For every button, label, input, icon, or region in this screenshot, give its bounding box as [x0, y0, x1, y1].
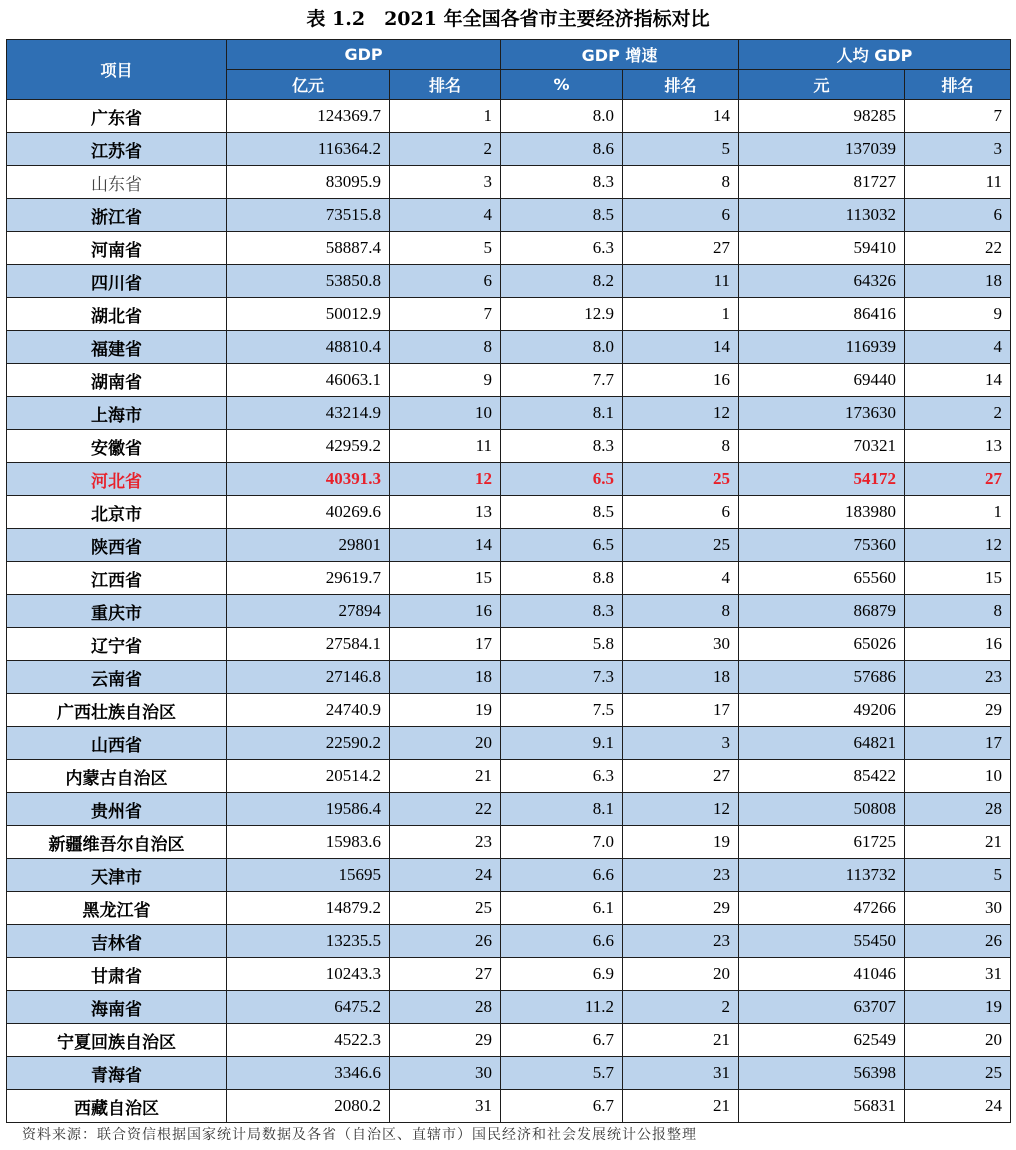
- province-name: 吉林省: [7, 925, 227, 958]
- province-name: 海南省: [7, 991, 227, 1024]
- gdp-value: 22590.2: [227, 727, 390, 760]
- province-name: 新疆维吾尔自治区: [7, 826, 227, 859]
- gdp-growth-value: 8.0: [501, 100, 623, 133]
- table-row: [7, 331, 1011, 364]
- gdp-growth-value: 8.2: [501, 265, 623, 298]
- province-name: 江西省: [7, 562, 227, 595]
- per-capita-gdp-rank: 14: [905, 364, 1011, 397]
- table-row: [7, 760, 1011, 793]
- table-row: [7, 529, 1011, 562]
- per-capita-gdp-rank: 16: [905, 628, 1011, 661]
- gdp-growth-rank: 12: [623, 793, 739, 826]
- province-name: 浙江省: [7, 199, 227, 232]
- gdp-value: 20514.2: [227, 760, 390, 793]
- per-capita-gdp-rank: 4: [905, 331, 1011, 364]
- header-gdp-rank: 排名: [390, 70, 501, 100]
- per-capita-gdp-rank: 24: [905, 1090, 1011, 1123]
- table-row: [7, 1024, 1011, 1057]
- header-gdp-unit: 亿元: [227, 70, 390, 100]
- gdp-growth-value: 5.8: [501, 628, 623, 661]
- per-capita-gdp-rank: 12: [905, 529, 1011, 562]
- gdp-rank: 23: [390, 826, 501, 859]
- per-capita-gdp-rank: 17: [905, 727, 1011, 760]
- province-name: 安徽省: [7, 430, 227, 463]
- per-capita-gdp-value: 86416: [739, 298, 905, 331]
- gdp-rank: 5: [390, 232, 501, 265]
- gdp-growth-value: 6.7: [501, 1090, 623, 1123]
- per-capita-gdp-rank: 2: [905, 397, 1011, 430]
- per-capita-gdp-rank: 20: [905, 1024, 1011, 1057]
- header-item: 项目: [7, 40, 227, 100]
- gdp-growth-rank: 25: [623, 529, 739, 562]
- table-row: [7, 727, 1011, 760]
- gdp-growth-value: 6.9: [501, 958, 623, 991]
- gdp-value: 83095.9: [227, 166, 390, 199]
- table-row: [7, 496, 1011, 529]
- per-capita-gdp-rank: 10: [905, 760, 1011, 793]
- gdp-growth-rank: 21: [623, 1024, 739, 1057]
- per-capita-gdp-rank: 6: [905, 199, 1011, 232]
- gdp-value: 14879.2: [227, 892, 390, 925]
- table-row: [7, 364, 1011, 397]
- per-capita-gdp-rank: 13: [905, 430, 1011, 463]
- per-capita-gdp-value: 137039: [739, 133, 905, 166]
- gdp-growth-rank: 29: [623, 892, 739, 925]
- table-row: [7, 595, 1011, 628]
- gdp-rank: 24: [390, 859, 501, 892]
- gdp-value: 53850.8: [227, 265, 390, 298]
- gdp-growth-rank: 14: [623, 100, 739, 133]
- province-name: 四川省: [7, 265, 227, 298]
- gdp-growth-value: 5.7: [501, 1057, 623, 1090]
- header-per-capita-gdp: 人均 GDP: [739, 40, 1011, 70]
- economic-indicators-table: [6, 39, 1011, 1123]
- gdp-rank: 13: [390, 496, 501, 529]
- gdp-growth-rank: 16: [623, 364, 739, 397]
- gdp-value: 29619.7: [227, 562, 390, 595]
- gdp-growth-rank: 23: [623, 859, 739, 892]
- table-body: [7, 100, 1011, 1123]
- gdp-growth-value: 6.5: [501, 529, 623, 562]
- gdp-growth-value: 8.0: [501, 331, 623, 364]
- table-row: [7, 430, 1011, 463]
- gdp-value: 24740.9: [227, 694, 390, 727]
- gdp-value: 15983.6: [227, 826, 390, 859]
- gdp-growth-rank: 11: [623, 265, 739, 298]
- gdp-value: 27894: [227, 595, 390, 628]
- per-capita-gdp-value: 70321: [739, 430, 905, 463]
- gdp-rank: 8: [390, 331, 501, 364]
- table-row: [7, 892, 1011, 925]
- gdp-rank: 14: [390, 529, 501, 562]
- table-row: [7, 463, 1011, 496]
- gdp-value: 4522.3: [227, 1024, 390, 1057]
- province-name: 天津市: [7, 859, 227, 892]
- per-capita-gdp-value: 98285: [739, 100, 905, 133]
- province-name: 内蒙古自治区: [7, 760, 227, 793]
- gdp-value: 40391.3: [227, 463, 390, 496]
- per-capita-gdp-rank: 3: [905, 133, 1011, 166]
- gdp-rank: 25: [390, 892, 501, 925]
- gdp-value: 48810.4: [227, 331, 390, 364]
- gdp-value: 50012.9: [227, 298, 390, 331]
- table-row: [7, 265, 1011, 298]
- per-capita-gdp-value: 64821: [739, 727, 905, 760]
- source-note: 资料来源：联合资信根据国家统计局数据及各省（自治区、直辖市）国民经济和社会发展统计公报整理: [22, 1127, 697, 1143]
- gdp-growth-value: 6.1: [501, 892, 623, 925]
- gdp-growth-value: 8.3: [501, 430, 623, 463]
- gdp-rank: 20: [390, 727, 501, 760]
- gdp-rank: 17: [390, 628, 501, 661]
- gdp-growth-value: 6.5: [501, 463, 623, 496]
- table-row: [7, 991, 1011, 1024]
- gdp-growth-value: 6.3: [501, 760, 623, 793]
- gdp-growth-rank: 8: [623, 595, 739, 628]
- gdp-rank: 11: [390, 430, 501, 463]
- per-capita-gdp-rank: 29: [905, 694, 1011, 727]
- gdp-rank: 7: [390, 298, 501, 331]
- per-capita-gdp-value: 63707: [739, 991, 905, 1024]
- per-capita-gdp-value: 50808: [739, 793, 905, 826]
- per-capita-gdp-rank: 5: [905, 859, 1011, 892]
- gdp-value: 15695: [227, 859, 390, 892]
- table-row: [7, 826, 1011, 859]
- table-row: [7, 199, 1011, 232]
- per-capita-gdp-value: 49206: [739, 694, 905, 727]
- gdp-growth-rank: 8: [623, 166, 739, 199]
- header-gdp: GDP: [227, 40, 501, 70]
- gdp-growth-value: 7.3: [501, 661, 623, 694]
- province-name: 上海市: [7, 397, 227, 430]
- gdp-rank: 22: [390, 793, 501, 826]
- gdp-rank: 29: [390, 1024, 501, 1057]
- gdp-growth-rank: 25: [623, 463, 739, 496]
- province-name: 河南省: [7, 232, 227, 265]
- per-capita-gdp-value: 65560: [739, 562, 905, 595]
- per-capita-gdp-value: 61725: [739, 826, 905, 859]
- gdp-rank: 9: [390, 364, 501, 397]
- gdp-growth-value: 7.7: [501, 364, 623, 397]
- province-name: 黑龙江省: [7, 892, 227, 925]
- per-capita-gdp-value: 85422: [739, 760, 905, 793]
- table-row: [7, 859, 1011, 892]
- table-row: [7, 1090, 1011, 1123]
- header-gdp-growth: GDP 增速: [501, 40, 739, 70]
- per-capita-gdp-rank: 30: [905, 892, 1011, 925]
- per-capita-gdp-value: 116939: [739, 331, 905, 364]
- province-name: 云南省: [7, 661, 227, 694]
- gdp-growth-value: 8.5: [501, 199, 623, 232]
- per-capita-gdp-rank: 1: [905, 496, 1011, 529]
- gdp-value: 42959.2: [227, 430, 390, 463]
- per-capita-gdp-value: 54172: [739, 463, 905, 496]
- gdp-rank: 10: [390, 397, 501, 430]
- per-capita-gdp-rank: 9: [905, 298, 1011, 331]
- gdp-growth-value: 7.0: [501, 826, 623, 859]
- gdp-rank: 6: [390, 265, 501, 298]
- province-name: 湖南省: [7, 364, 227, 397]
- gdp-rank: 4: [390, 199, 501, 232]
- per-capita-gdp-rank: 19: [905, 991, 1011, 1024]
- table-row: [7, 100, 1011, 133]
- gdp-growth-value: 9.1: [501, 727, 623, 760]
- per-capita-gdp-rank: 21: [905, 826, 1011, 859]
- province-name: 贵州省: [7, 793, 227, 826]
- per-capita-gdp-value: 173630: [739, 397, 905, 430]
- gdp-growth-rank: 1: [623, 298, 739, 331]
- per-capita-gdp-value: 113032: [739, 199, 905, 232]
- gdp-growth-value: 8.1: [501, 397, 623, 430]
- per-capita-gdp-rank: 18: [905, 265, 1011, 298]
- gdp-growth-rank: 14: [623, 331, 739, 364]
- per-capita-gdp-rank: 23: [905, 661, 1011, 694]
- gdp-value: 6475.2: [227, 991, 390, 1024]
- per-capita-gdp-rank: 28: [905, 793, 1011, 826]
- per-capita-gdp-value: 65026: [739, 628, 905, 661]
- province-name: 北京市: [7, 496, 227, 529]
- per-capita-gdp-rank: 7: [905, 100, 1011, 133]
- per-capita-gdp-value: 183980: [739, 496, 905, 529]
- gdp-rank: 1: [390, 100, 501, 133]
- per-capita-gdp-rank: 22: [905, 232, 1011, 265]
- gdp-growth-value: 8.1: [501, 793, 623, 826]
- province-name: 福建省: [7, 331, 227, 364]
- header-per-capita-rank: 排名: [905, 70, 1011, 100]
- gdp-growth-rank: 27: [623, 760, 739, 793]
- gdp-value: 58887.4: [227, 232, 390, 265]
- gdp-value: 19586.4: [227, 793, 390, 826]
- per-capita-gdp-value: 47266: [739, 892, 905, 925]
- province-name: 江苏省: [7, 133, 227, 166]
- per-capita-gdp-value: 86879: [739, 595, 905, 628]
- gdp-growth-rank: 6: [623, 199, 739, 232]
- gdp-growth-rank: 4: [623, 562, 739, 595]
- per-capita-gdp-rank: 8: [905, 595, 1011, 628]
- gdp-value: 40269.6: [227, 496, 390, 529]
- table-row: [7, 397, 1011, 430]
- per-capita-gdp-value: 64326: [739, 265, 905, 298]
- table-row: [7, 232, 1011, 265]
- gdp-growth-value: 12.9: [501, 298, 623, 331]
- gdp-rank: 26: [390, 925, 501, 958]
- per-capita-gdp-rank: 25: [905, 1057, 1011, 1090]
- gdp-growth-rank: 30: [623, 628, 739, 661]
- gdp-growth-rank: 5: [623, 133, 739, 166]
- gdp-value: 27584.1: [227, 628, 390, 661]
- gdp-growth-value: 6.6: [501, 859, 623, 892]
- gdp-growth-rank: 19: [623, 826, 739, 859]
- province-name: 山西省: [7, 727, 227, 760]
- gdp-growth-value: 8.3: [501, 595, 623, 628]
- gdp-value: 3346.6: [227, 1057, 390, 1090]
- province-name: 西藏自治区: [7, 1090, 227, 1123]
- province-name: 河北省: [7, 463, 227, 496]
- gdp-rank: 12: [390, 463, 501, 496]
- gdp-growth-rank: 17: [623, 694, 739, 727]
- per-capita-gdp-value: 56831: [739, 1090, 905, 1123]
- gdp-growth-rank: 2: [623, 991, 739, 1024]
- per-capita-gdp-rank: 26: [905, 925, 1011, 958]
- table-row: [7, 133, 1011, 166]
- table-row: [7, 298, 1011, 331]
- table-row: [7, 694, 1011, 727]
- per-capita-gdp-rank: 15: [905, 562, 1011, 595]
- gdp-value: 2080.2: [227, 1090, 390, 1123]
- gdp-growth-value: 8.3: [501, 166, 623, 199]
- per-capita-gdp-rank: 27: [905, 463, 1011, 496]
- table-row: [7, 661, 1011, 694]
- province-name: 湖北省: [7, 298, 227, 331]
- gdp-growth-value: 8.6: [501, 133, 623, 166]
- gdp-growth-rank: 18: [623, 661, 739, 694]
- gdp-rank: 21: [390, 760, 501, 793]
- header-growth-unit: %: [501, 70, 623, 100]
- gdp-value: 13235.5: [227, 925, 390, 958]
- per-capita-gdp-value: 41046: [739, 958, 905, 991]
- gdp-value: 124369.7: [227, 100, 390, 133]
- per-capita-gdp-value: 56398: [739, 1057, 905, 1090]
- per-capita-gdp-value: 62549: [739, 1024, 905, 1057]
- province-name: 青海省: [7, 1057, 227, 1090]
- gdp-growth-rank: 6: [623, 496, 739, 529]
- per-capita-gdp-value: 55450: [739, 925, 905, 958]
- gdp-growth-rank: 21: [623, 1090, 739, 1123]
- gdp-growth-rank: 3: [623, 727, 739, 760]
- gdp-growth-rank: 23: [623, 925, 739, 958]
- gdp-growth-rank: 27: [623, 232, 739, 265]
- gdp-rank: 15: [390, 562, 501, 595]
- gdp-rank: 30: [390, 1057, 501, 1090]
- per-capita-gdp-value: 59410: [739, 232, 905, 265]
- table-title: 表 1.2 2021 年全国各省市主要经济指标对比: [306, 8, 710, 30]
- gdp-value: 10243.3: [227, 958, 390, 991]
- gdp-growth-value: 6.6: [501, 925, 623, 958]
- gdp-value: 29801: [227, 529, 390, 562]
- per-capita-gdp-rank: 11: [905, 166, 1011, 199]
- gdp-growth-value: 8.8: [501, 562, 623, 595]
- table-row: [7, 793, 1011, 826]
- province-name: 广西壮族自治区: [7, 694, 227, 727]
- per-capita-gdp-value: 57686: [739, 661, 905, 694]
- table-row: [7, 166, 1011, 199]
- province-name: 山东省: [7, 166, 227, 199]
- gdp-value: 27146.8: [227, 661, 390, 694]
- gdp-rank: 27: [390, 958, 501, 991]
- gdp-rank: 3: [390, 166, 501, 199]
- gdp-value: 46063.1: [227, 364, 390, 397]
- header-growth-rank: 排名: [623, 70, 739, 100]
- gdp-growth-value: 7.5: [501, 694, 623, 727]
- province-name: 重庆市: [7, 595, 227, 628]
- province-name: 广东省: [7, 100, 227, 133]
- province-name: 宁夏回族自治区: [7, 1024, 227, 1057]
- per-capita-gdp-value: 113732: [739, 859, 905, 892]
- province-name: 辽宁省: [7, 628, 227, 661]
- gdp-value: 116364.2: [227, 133, 390, 166]
- table-row: [7, 958, 1011, 991]
- table-row: [7, 925, 1011, 958]
- per-capita-gdp-value: 75360: [739, 529, 905, 562]
- table-row: [7, 628, 1011, 661]
- per-capita-gdp-rank: 31: [905, 958, 1011, 991]
- gdp-rank: 19: [390, 694, 501, 727]
- gdp-value: 73515.8: [227, 199, 390, 232]
- gdp-rank: 16: [390, 595, 501, 628]
- gdp-growth-value: 6.7: [501, 1024, 623, 1057]
- gdp-growth-rank: 12: [623, 397, 739, 430]
- gdp-value: 43214.9: [227, 397, 390, 430]
- province-name: 甘肃省: [7, 958, 227, 991]
- per-capita-gdp-value: 69440: [739, 364, 905, 397]
- gdp-growth-value: 11.2: [501, 991, 623, 1024]
- header-row-1: [7, 40, 1011, 70]
- gdp-growth-rank: 20: [623, 958, 739, 991]
- gdp-rank: 18: [390, 661, 501, 694]
- gdp-growth-value: 6.3: [501, 232, 623, 265]
- province-name: 陕西省: [7, 529, 227, 562]
- table-row: [7, 562, 1011, 595]
- gdp-growth-rank: 8: [623, 430, 739, 463]
- header-per-capita-unit: 元: [739, 70, 905, 100]
- gdp-growth-rank: 31: [623, 1057, 739, 1090]
- gdp-rank: 2: [390, 133, 501, 166]
- gdp-growth-value: 8.5: [501, 496, 623, 529]
- table-row: [7, 1057, 1011, 1090]
- gdp-rank: 28: [390, 991, 501, 1024]
- gdp-rank: 31: [390, 1090, 501, 1123]
- per-capita-gdp-value: 81727: [739, 166, 905, 199]
